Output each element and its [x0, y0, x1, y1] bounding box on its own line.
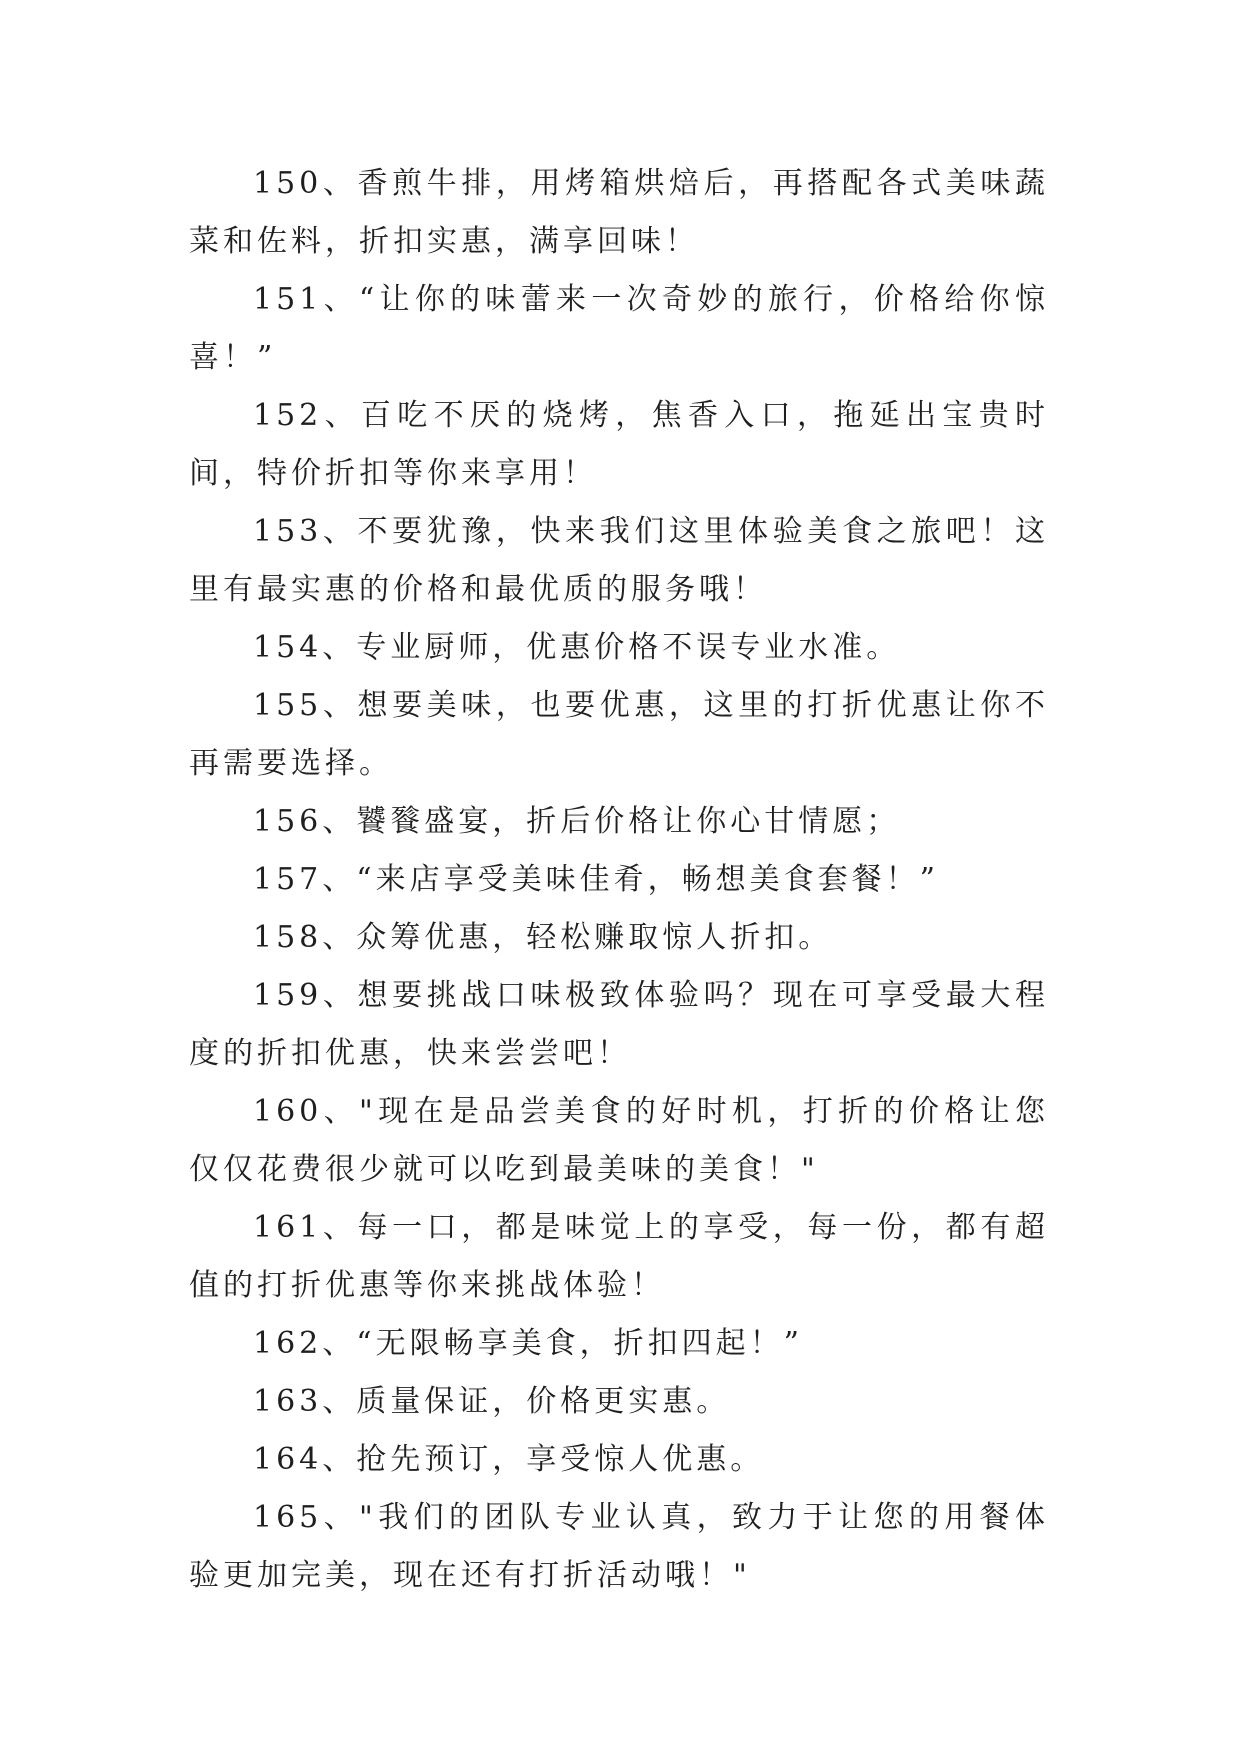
list-item-164: 164、抢先预订，享受惊人优惠。 [253, 1442, 765, 1477]
list-item-157: 157、“来店享受美味佳肴，畅想美食套餐！” [253, 862, 939, 897]
list-item-162: 162、“无限畅享美食，折扣四起！” [253, 1326, 803, 1361]
list-item-156: 156、饕餮盛宴，折后价格让你心甘情愿； [253, 804, 901, 839]
list-item-161: 161、每一口，都是味觉上的享受，每一份，都有超值的打折优惠等你来挑战体验！ [189, 1210, 1049, 1303]
list-item-152: 152、百吃不厌的烧烤，焦香入口，拖延出宝贵时间，特价折扣等你来享用！ [189, 398, 1049, 491]
list-item-151: 151、“让你的味蕾来一次奇妙的旅行，价格给你惊喜！” [189, 282, 1049, 375]
list-item-160: 160、"现在是品尝美食的好时机，打折的价格让您仅仅花费很少就可以吃到最美味的美食！" [189, 1094, 1049, 1187]
list-item-163: 163、质量保证，价格更实惠。 [253, 1384, 731, 1419]
list-item-158: 158、众筹优惠，轻松赚取惊人折扣。 [253, 920, 833, 955]
list-item-154: 154、专业厨师，优惠价格不误专业水准。 [253, 630, 901, 665]
list-item-155: 155、想要美味，也要优惠，这里的打折优惠让你不再需要选择。 [189, 688, 1049, 781]
list-item-150: 150、香煎牛排，用烤箱烘焙后，再搭配各式美味蔬菜和佐料，折扣实惠，满享回味！ [189, 166, 1049, 259]
list-item-159: 159、想要挑战口味极致体验吗？现在可享受最大程度的折扣优惠，快来尝尝吧！ [189, 978, 1049, 1071]
list-item-165: 165、"我们的团队专业认真，致力于让您的用餐体验更加完美，现在还有打折活动哦！" [189, 1500, 1049, 1593]
document-body [189, 155, 1049, 1605]
list-item-153: 153、不要犹豫，快来我们这里体验美食之旅吧！这里有最实惠的价格和最优质的服务哦！ [189, 514, 1049, 607]
